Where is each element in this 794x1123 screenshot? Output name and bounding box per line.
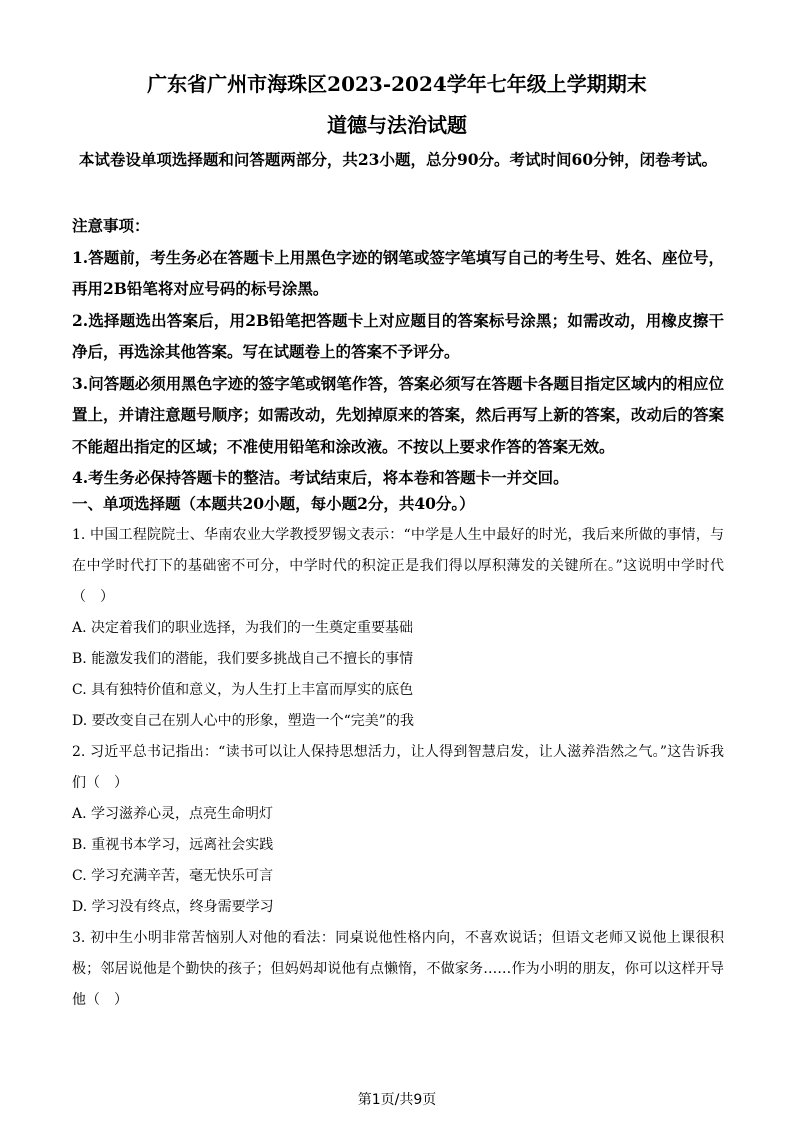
question-stem: 3. 初中生小明非常苦恼别人对他的看法：同桌说他性格内向，不喜欢说话；但语文老师又说他上课很积极；邻居说他是个勤快的孩子；但妈妈却说他有点懒惰，不做家务……作为小明的朋友，你可以这样开导他（ ） (72, 930, 724, 1008)
question-item (72, 923, 724, 1016)
option-a: A. 学习滋养心灵，点亮生命明灯 (72, 806, 274, 822)
question-stem: 2. 习近平总书记指出：“读书可以让人保持思想活力，让人得到智慧启发，让人滋养浩然之气。”这告诉我们（ ） (72, 744, 724, 791)
notes-item: 1.答题前，考生务必在答题卡上用黑色字迹的钢笔或签字笔填写自己的考生号、姓名、座位号，再用2B铅笔将对应号码的标号涂黑。 (72, 247, 724, 298)
option-c: C. 具有独特价值和意义，为人生打上丰富而厚实的底色 (72, 682, 414, 698)
notes-item: 2.选择题选出答案后，用2B铅笔把答题卡上对应题目的答案标号涂黑；如需改动，用橡皮擦干净后，再选涂其他答案。写在试题卷上的答案不予评分。 (72, 310, 724, 361)
option-d: D. 学习没有终点，终身需要学习 (72, 899, 274, 915)
option-b: B. 能激发我们的潜能，我们要多挑战自己不擅长的事情 (72, 651, 414, 667)
notes-block (72, 210, 724, 494)
exam-subject-title: 道德与法治试题 (327, 113, 467, 137)
notes-item: 3.问答题必须用黑色字迹的签字笔或钢笔作答，答案必须写在答题卡各题目指定区域内的相应位置上，并请注意题号顺序；如需改动，先划掉原来的答案，然后再写上新的答案，改动后的答案不能超出指定的区域；不准使用铅笔和涂改液。不按以上要求作答的答案无效。 (72, 373, 724, 456)
option-b: B. 重视书本学习，远离社会实践 (72, 837, 274, 853)
notes-item: 4.考生务必保持答题卡的整洁。考试结束后，将本卷和答题卡一并交回。 (72, 468, 569, 487)
option-a: A. 决定着我们的职业选择，为我们的一生奠定重要基础 (72, 620, 414, 636)
option-d: D. 要改变自己在别人心中的形象，塑造一个“完美”的我 (72, 713, 414, 729)
question-item (72, 520, 724, 737)
questions-list (72, 520, 724, 1016)
section-heading: 一、单项选择题（本题共20小题，每小题2分，共40分。） (72, 494, 475, 513)
exam-intro: 本试卷设单项选择题和问答题两部分，共23小题，总分90分。考试时间60分钟，闭卷考试。 (78, 150, 718, 169)
notes-heading: 注意事项： (72, 216, 150, 235)
question-stem: 1. 中国工程院院士、华南农业大学教授罗锡文表示：“中学是人生中最好的时光，我后来所做的事情，与在中学时代打下的基础密不可分，中学时代的积淀正是我们得以厚积薄发的关键所在。”这说明中学时代（ ） (72, 527, 724, 605)
option-c: C. 学习充满辛苦，毫无快乐可言 (72, 868, 274, 884)
exam-title: 广东省广州市海珠区2023-2024学年七年级上学期期末 (147, 72, 647, 96)
question-item (72, 737, 724, 923)
page-number: 第1页/共9页 (357, 1092, 437, 1108)
